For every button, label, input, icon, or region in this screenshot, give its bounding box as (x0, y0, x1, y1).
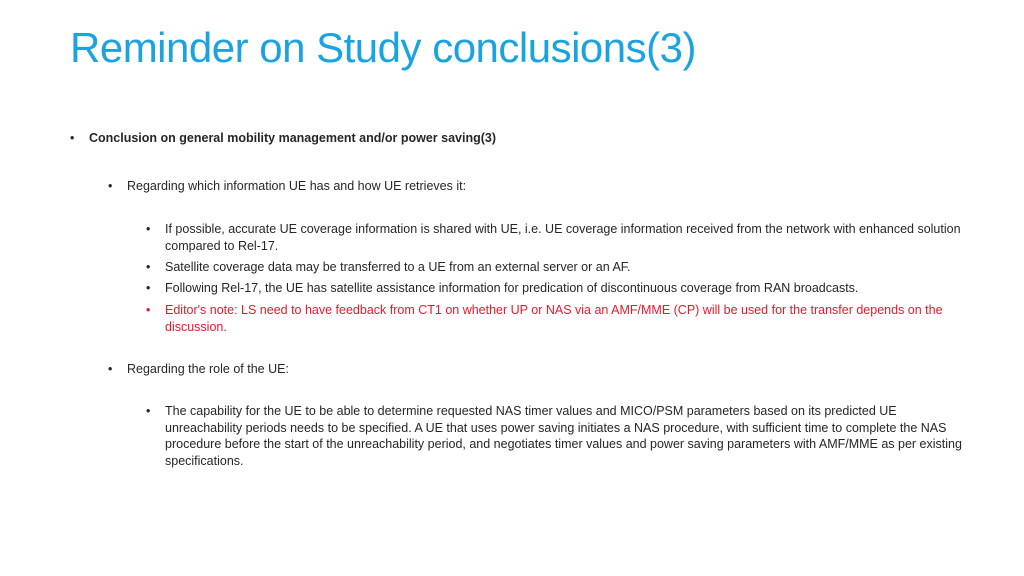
bullet-dot: • (146, 303, 151, 317)
bullet-dot: • (70, 131, 75, 145)
editors-note: Editor's note: LS need to have feedback from CT1 on whether UP or NAS via an AMF/MME (CP) will be used for the transfer depends on the discussion. (165, 303, 943, 334)
bullet-dot: • (108, 362, 113, 376)
bullet-dot: • (108, 179, 113, 193)
conclusion-heading: Conclusion on general mobility management and/or power saving(3) (89, 131, 497, 145)
bullet-level3-satellite-data (146, 259, 976, 276)
bullet-dot: • (146, 281, 151, 295)
bullet-level1-conclusion (70, 130, 970, 147)
section1-heading: Regarding which information UE has and how UE retrieves it: (127, 179, 467, 193)
section1-item: Satellite coverage data may be transferred to a UE from an external server or an AF. (165, 260, 631, 274)
bullet-level3-editors-note (146, 302, 976, 335)
slide-title: Reminder on Study conclusions(3) (70, 24, 696, 71)
bullet-dot: • (146, 404, 151, 418)
bullet-dot: • (146, 260, 151, 274)
section2-heading: Regarding the role of the UE: (127, 362, 289, 376)
bullet-dot: • (146, 222, 151, 236)
bullet-level3-coverage-info (146, 221, 976, 254)
bullet-level2-information (108, 178, 968, 195)
bullet-level3-capability (146, 403, 976, 469)
section1-item: If possible, accurate UE coverage information is shared with UE, i.e. UE coverage information received from the network with enhanced solution compared to Rel-17. (165, 222, 961, 253)
section1-item: Following Rel-17, the UE has satellite assistance information for predication of discontinuous coverage from RAN broadcasts. (165, 281, 859, 295)
bullet-level3-rel17 (146, 280, 976, 297)
bullet-level2-role (108, 361, 968, 378)
section2-item: The capability for the UE to be able to determine requested NAS timer values and MICO/PSM parameters based on its predicted UE unreachability periods needs to be specified. A UE that uses power saving initiates a NAS procedure, with sufficient time to complete the NAS procedure before the start of the unreachability period, and negotiates timer values and power saving parameters with AMF/MME as per existing specifications. (165, 404, 962, 468)
